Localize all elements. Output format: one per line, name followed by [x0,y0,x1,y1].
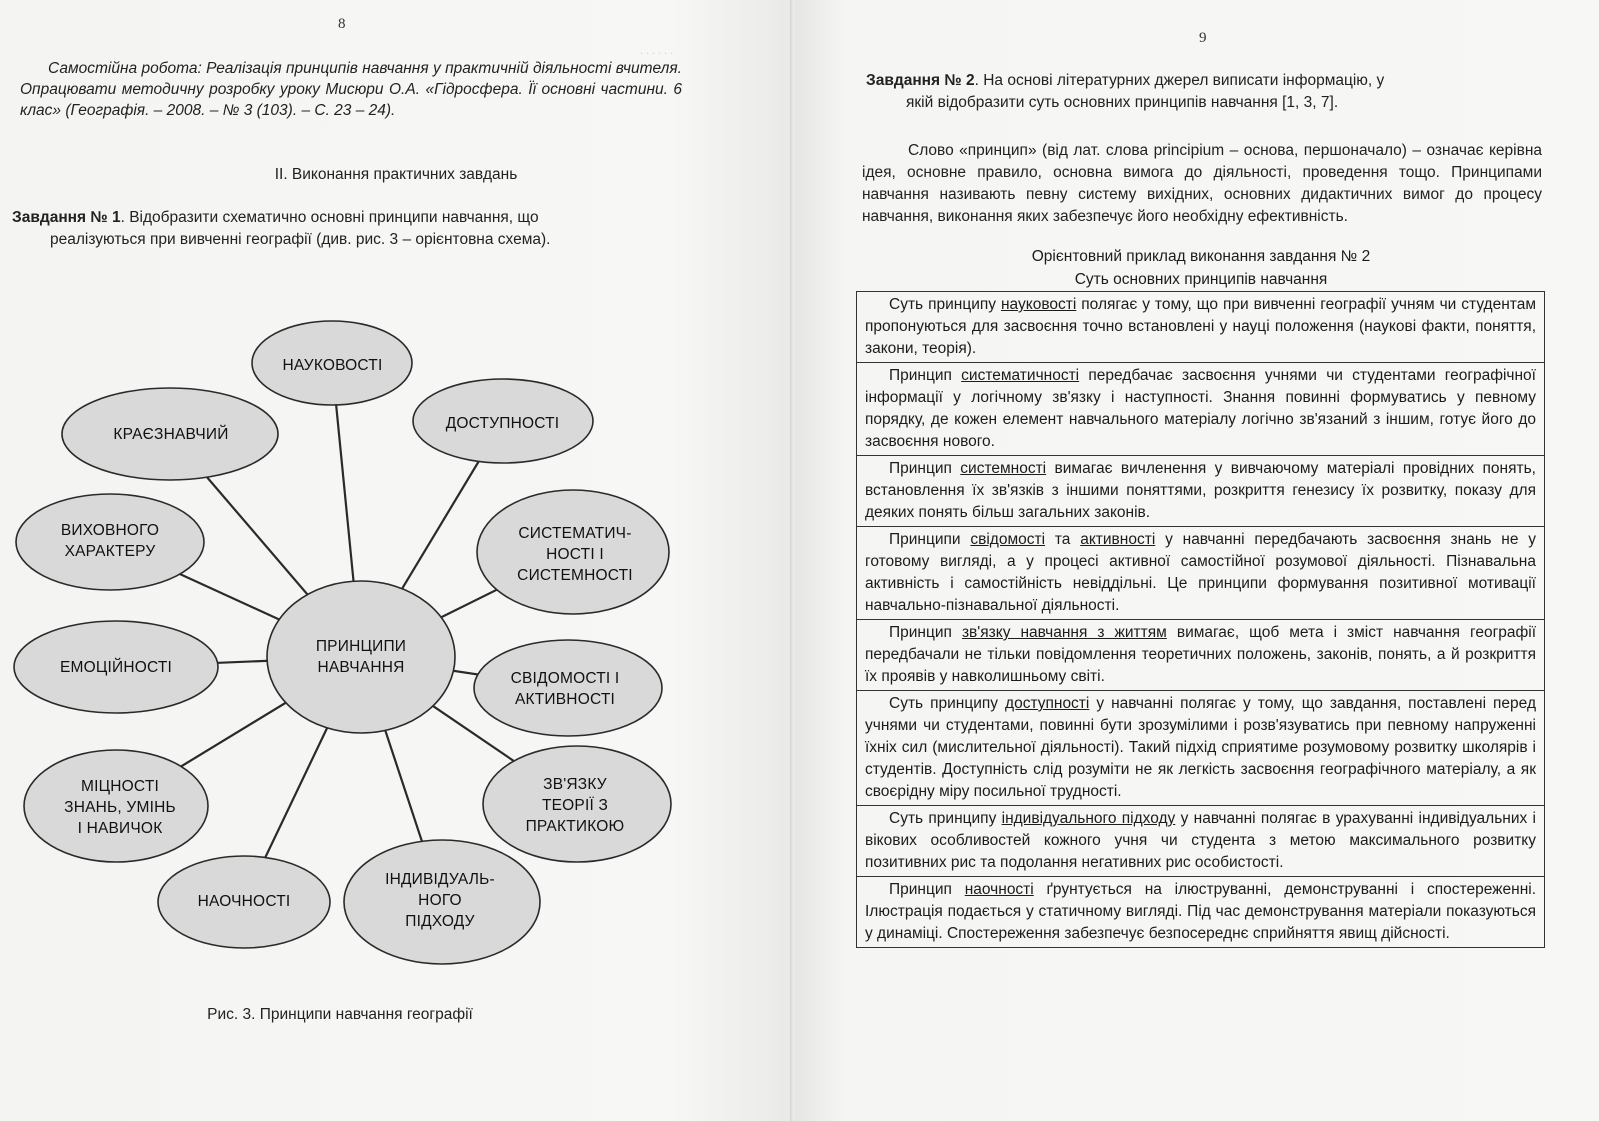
table-title: Суть основних принципів навчання [1074,271,1328,288]
table-row: Суть принципу індивідуального підходу у навчанні полягає в урахуванні індивідуальних і вікових особливостей кожного учня чи студента з метою максимального розвитку позитивних рис та подолання негативних рис особистості. [857,805,1544,876]
diagram-node-systematic: СИСТЕМАТИЧ- НОСТІ І СИСТЕМНОСТІ [517,524,633,584]
task-1-text-continued: реалізуються при вивченні географії (див. рис. 3 – орієнтовна схема). [50,231,551,248]
table-row: Принцип системності вимагає вичленення у вивчаючому матеріалі провідних понять, встановлення їх зв'язків з іншими поняттями, розкриття генезису їх розвитку, показу для деяких понять більш загальних законів. [857,455,1544,526]
principles-diagram [0,300,792,980]
diagram-node-center [265,582,457,732]
table-row: Принцип систематичності передбачає засвоєння учнями чи студентами географічної інформації у логічному зв'язку і наступності. Знання повинні формуватись у певному порядку, де кожен елемент навчального матеріалу логічно зв'язаний з іншим, готує його до засвоєння нового. [857,362,1544,455]
task-2-text: . На основі літературних джерел виписати інформацію, у [974,72,1385,89]
page-number: 9 [1199,30,1207,46]
diagram-node-emotional: ЕМОЦІЙНОСТІ [59,658,173,676]
independent-work-intro: Самостійна робота: Реалізація принципів навчання у практичній діяльності вчителя. Опрацювати методичну розробку уроку Мисюри О.А. «Гідросфера. Її основні частини. 6 клас» (Географія. – 2008. – № 3 (103). – С. 23 – 24). [20,60,682,119]
diagram-node-accessibility: ДОСТУПНОСТІ [445,414,560,432]
diagram-node-strength: МІЦНОСТІ ЗНАНЬ, УМІНЬ І НАВИЧОК [64,777,176,837]
page-number: 8 [338,16,346,32]
example-title: Орієнтовний приклад виконання завдання № 2 [1031,248,1371,265]
diagram-node-scientific: НАУКОВОСТІ [282,356,383,374]
task-1-label: Завдання № 1 [12,209,121,226]
table-row: Принцип наочності ґрунтується на ілюструванні, демонструванні і спостереженні. Ілюстрація подається у статичному вигляді. Під час демонстрування матеріали показуються у динаміці. Спостереження забезпечує безпосереднє сприйняття явищ дійсності. [857,876,1544,947]
diagram-node-educational: ВИХОВНОГО ХАРАКТЕРУ [60,522,160,560]
task-2 [866,70,1548,114]
principles-table [856,291,1545,948]
bleed-through-text: . . . . . . [640,43,673,57]
diagram-node-visual: НАОЧНОСТІ [197,892,291,910]
task-2-text-continued: якій відобразити суть основних принципів навчання [1, 3, 7]. [906,94,1339,111]
section-heading: II. Виконання практичних завдань [274,166,518,183]
task-1-text: . Відобразити схематично основні принципи навчання, що [120,209,539,226]
table-row: Суть принципу доступності у навчанні полягає у тому, що завдання, поставлені перед учнями чи студентами, повинні бути зрозумілими і розв'язуватись при певному напруженні їхніх сил (мислительної діяльності). Такий підхід сприятиме розумовому розвитку школярів і студентів. Доступність слід розуміти не як легкість засвоєння географічного матеріалу, а як своєрідну міру посильної трудності. [857,690,1544,805]
diagram-node-theory-practice: ЗВ'ЯЗКУ ТЕОРІЇ З ПРАКТИКОЮ [525,775,625,835]
right-page [796,0,1599,1121]
node-text: ПРИНЦИПИ НАВЧАННЯ [315,638,407,676]
diagram-node-local-history: КРАЄЗНАВЧИЙ [113,425,229,443]
task-2-label: Завдання № 2 [866,72,975,89]
table-row: Суть принципу науковості полягає у тому, що при вивченні географії учням чи студентам пропонуються для засвоєння точно встановлені у науці положення (наукові факти, поняття, закони, теорія). [865,296,1536,357]
task-1 [12,207,680,251]
diagram-node-individual: ІНДИВІДУАЛЬ- НОГО ПІДХОДУ [385,870,495,930]
diagram-node-consciousness: СВІДОМОСТІ І АКТИВНОСТІ [510,670,620,708]
table-row: Принципи свідомості та активності у навчанні передбачають засвоєння знань не у готовому вигляді, а у процесі активної самостійної розумової діяльності. Пізнавальна активність і самостійність невіддільні. Це принципи формування позитивної мотивації навчально-пізнавальної діяльності. [857,526,1544,619]
left-page [0,0,792,1121]
figure-caption: Рис. 3. Принципи навчання географії [207,1006,473,1023]
principle-definition: Слово «принцип» (від лат. слова principium – основа, першоначало) – означає керівна ідея, основне правило, основна вимога до діяльності, проведення тощо. Принципами навчання називають певну систему вихідних, основних дидактичних вимог до процесу навчання, виконання яких забезпечує його необхідну ефективність. [862,142,1542,225]
table-row: Принцип зв'язку навчання з життям вимагає, щоб мета і зміст навчання географії передбачали не тільки повідомлення теоретичних положень, законів, понять, а й розкриття їх проявів у навколишньому світі. [857,619,1544,690]
